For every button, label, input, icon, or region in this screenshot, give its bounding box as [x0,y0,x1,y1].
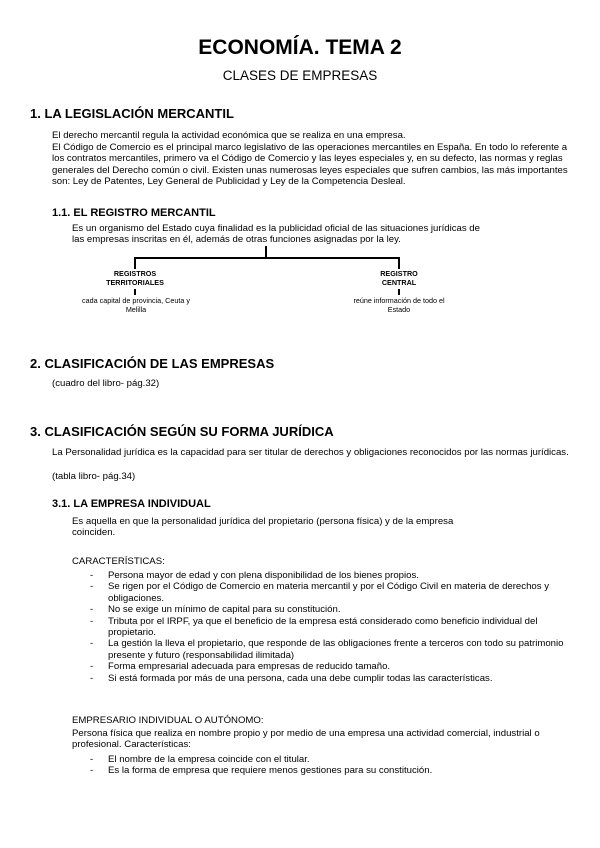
section-1-paragraph-1: El derecho mercantil regula la actividad económica que se realiza en una empresa. [52,130,406,141]
registro-central-label: REGISTRO CENTRAL [380,269,418,287]
diagram-connector-left [134,257,136,269]
section-3-heading: 3. CLASIFICACIÓN SEGÚN SU FORMA JURÍDICA [30,424,334,439]
list-item: - Es la forma de empresa que requiere menos gestiones para su constitución. [90,765,564,776]
caracteristicas-label: CARACTERÍSTICAS: [72,556,165,567]
section-1-1-paragraph: Es un organismo del Estado cuya finalidad es la publicidad oficial de las situaciones jurídicas de las empresas inscritas en él, además de otras funciones asignadas por la ley. [72,223,480,246]
diagram-tick-left [134,289,136,295]
registros-territoriales-desc: cada capital de provincia, Ceuta y Melilla [82,296,190,314]
empresario-paragraph: Persona física que realiza en nombre propio y por medio de una empresa una actividad comercial, industrial o profesional. Características: [72,728,540,751]
registro-central-desc: reúne información de todo el Estado [353,296,445,314]
diagram-connector-right [398,257,400,269]
section-3-paragraph-2: (tabla libro- pág.34) [52,471,136,482]
empresario-list [90,754,564,777]
list-item: - Tributa por el IRPF, ya que el beneficio de la empresa está considerado como beneficio individual del propietario. [90,616,564,639]
section-1-paragraph-2: El Código de Comercio es el principal marco legislativo de las operaciones mercantiles en España. En todo lo referente a los contratos mercantiles, primero va el Código de Comercio y las leyes especiales y, en su defecto, las normas y reglas generales del Derecho común o civil. Existen unas numerosas leyes especiales que sufren cambios, las más importantes son: Ley de Patentes, Ley General de Publicidad y Ley de la Competencia Desleal. [52,142,568,188]
list-item: - Si está formada por más de una persona, cada una debe cumplir todas las características. [90,673,564,684]
section-3-1-paragraph: Es aquella en que la personalidad jurídica del propietario (persona física) y de la empresa coinciden. [72,516,454,539]
page-subtitle: CLASES DE EMPRESAS [222,68,378,83]
list-item: - No se exige un mínimo de capital para su constitución. [90,604,564,615]
registros-territoriales-label: REGISTROS TERRITORIALES [106,269,164,287]
section-3-paragraph-1: La Personalidad jurídica es la capacidad para ser titular de derechos y obligaciones reconocidos por las normas jurídicas. [52,447,569,458]
section-1-1-heading: 1.1. EL REGISTRO MERCANTIL [52,207,216,219]
section-2-paragraph: (cuadro del libro- pág.32) [52,378,160,389]
list-item: - Persona mayor de edad y con plena disponibilidad de los bienes propios. [90,570,564,581]
empresario-label: EMPRESARIO INDIVIDUAL O AUTÓNOMO: [72,715,264,726]
section-3-1-heading: 3.1. LA EMPRESA INDIVIDUAL [52,498,211,510]
list-item: - El nombre de la empresa coincide con el titular. [90,754,564,765]
diagram-tick-right [398,289,400,295]
section-2-heading: 2. CLASIFICACIÓN DE LAS EMPRESAS [30,356,275,371]
page-title: ECONOMÍA. TEMA 2 [198,36,402,59]
list-item: - Se rigen por el Código de Comercio en materia mercantil y por el Código Civil en materia de derechos y obligaciones. [90,581,564,604]
section-1-heading: 1. LA LEGISLACIÓN MERCANTIL [30,106,234,121]
list-item: - Forma empresarial adecuada para empresas de reducido tamaño. [90,661,564,672]
list-item: - La gestión la lleva el propietario, que responde de las obligaciones frente a terceros con todo su patrimonio presente y futuro (responsabilidad ilimitada) [90,638,564,661]
caracteristicas-list [90,570,564,684]
diagram-connector-horizontal [134,257,400,259]
